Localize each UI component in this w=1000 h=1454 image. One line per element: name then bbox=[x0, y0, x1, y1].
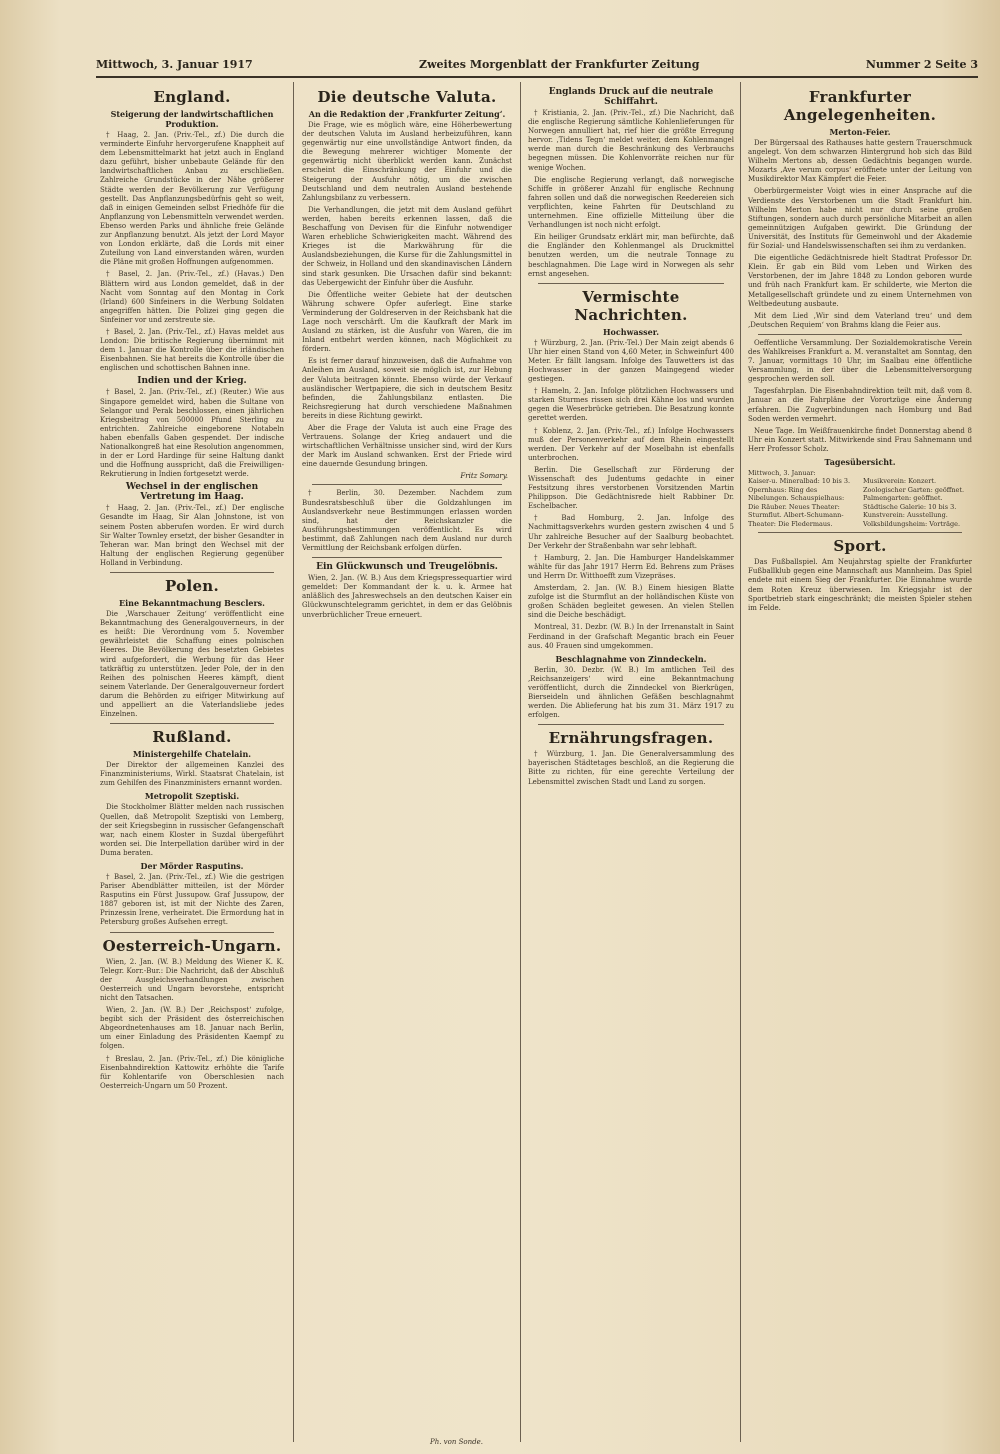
article-body: † Berlin, 30. Dezember. Nachdem zum Bundesratsbeschluß über die Goldzahlungen im Auslandsverkehr neue Bestimmungen erlassen worden sind, hat der Reichskanzler die Ausführungsbestimmungen veröffentlicht. Es wird bestimmt, daß Zahlungen nach dem Ausland nur durch Vermittlung der Reichsbank erfolgen dürfen. bbox=[302, 489, 512, 553]
article-body: † Basel, 2. Jan. (Priv.-Tel., zf.) Wie die gestrigen Pariser Abendblätter mitteilen, ist der Mörder Rasputins ein Fürst Jussupow. Graf Jussupow, der 1887 geboren ist, ist mit der Nichte des Zaren, Prinzessin Irene, verheiratet. Die Ermordung hat in Petersburg großes Aufsehen erregt. bbox=[100, 873, 284, 927]
divider bbox=[110, 572, 274, 573]
article-title: Englands Druck auf die neutrale Schiffahrt. bbox=[548, 87, 714, 107]
article-body: † Basel, 2. Jan. (Priv.-Tel., zf.) (Havas.) Den Blättern wird aus London gemeldet, daß in der Nacht vom Sonntag auf den Montag in Cork (Irland) 600 Sinfeiners in die Werbung Soldaten angegriffen hätten. Die Polizei ging gegen die Sinfeiner vor und zerstreute sie. bbox=[100, 270, 284, 324]
article-title: Eine Bekanntmachung Besclers. bbox=[119, 598, 265, 609]
column-rule bbox=[740, 82, 741, 1442]
section-heading-frankfurt: Frankfurter Angelegenheiten. bbox=[783, 88, 937, 124]
section-heading-ernaehrung: Ernährungsfragen. bbox=[548, 729, 714, 748]
article-title: Steigerung der landwirtschaftlichen Produktion. bbox=[110, 109, 274, 129]
listing-title: Tagesübersicht. bbox=[824, 457, 896, 467]
article-body: Die Öffentliche weiter Gebiete hat der deutschen Währung schwere Opfer auferlegt. Eine starke Verminderung der Goldreserven in der Reichsbank hat die Lage noch verschärft. Um die Kaufkraft der Mark im Ausland zu stärken, ist die Ausfuhr von Waren, die im Inland entbehrt werden können, nach Möglichkeit zu fördern. bbox=[302, 290, 512, 354]
article-body: Ein heiliger Grundsatz erklärt mir, man befürchte, daß die Engländer den Kohlenmangel als Druckmittel benutzen werden, um die neutrale Tonnage zu beschlagnahmen. Die Lage wird in Norwegen als sehr ernst angesehen. bbox=[528, 233, 734, 278]
article-body: Neue Tage. Im Weißfrauenkirche findet Donnerstag abend 8 Uhr ein Konzert statt. Mitwirkende sind Frau Sahnemann und Herr Professor Scholz. bbox=[748, 426, 972, 453]
header-masthead: Zweites Morgenblatt der Frankfurter Zeitung bbox=[419, 58, 700, 71]
author-signature: Fritz Somary. bbox=[460, 472, 508, 481]
article-body: Wien, 2. Jan. (W. B.) Der ‚Reichspost‘ zufolge, begibt sich der Präsident des österreichischen Abgeordnetenhauses am 18. Januar nach Berlin, um einer Einladung des Präsidenten Kaempf zu folgen. bbox=[100, 1006, 284, 1051]
article-body: Oeffentliche Versammlung. Der Sozialdemokratische Verein des Wahlkreises Frankfurt a. M. veranstaltet am Sonntag, den 7. Januar, vormittags 10 Uhr, im Saalbau eine öffentliche Versammlung, in der über die Lebensmittelversorgung gesprochen werden soll. bbox=[748, 338, 972, 384]
divider bbox=[758, 334, 962, 335]
article-title: Wechsel in der englischen Vertretung im Haag. bbox=[125, 482, 259, 503]
article-body: Wien, 2. Jan. (W. B.) Meldung des Wiener K. K. Telegr. Korr.-Bur.: Die Nachricht, daß der Abschluß der Ausgleichsverhandlungen zwischen Oesterreich und Ungarn bevorstehe, entspricht nicht den Tatsachen. bbox=[100, 957, 284, 1002]
article-title: Beschlagnahme von Zinndeckeln. bbox=[555, 653, 707, 664]
article-body: Wien, 2. Jan. (W. B.) Aus dem Kriegspressequartier wird gemeldet: Der Kommandant der k. u. k. Armee hat anläßlich des Jahreswechsels an den deutschen Kaiser ein Glückwunschtelegramm gerichtet, in dem er das Gelöbnis unverbrüchlicher Treue erneuert. bbox=[302, 574, 512, 619]
article-body: † Hamburg, 2. Jan. Die Hamburger Handelskammer wählte für das Jahr 1917 Herrn Ed. Behrens zum Präses und Herrn Dr. Witthoefft zum Vizepräses. bbox=[528, 553, 734, 580]
article-title: Ministergehilfe Chatelain. bbox=[132, 749, 252, 760]
divider bbox=[538, 283, 724, 284]
header-date: Mittwoch, 3. Januar 1917 bbox=[96, 58, 253, 71]
article-title: Der Mörder Rasputins. bbox=[140, 861, 244, 871]
column-3 bbox=[524, 82, 738, 1442]
article-body: Die englische Regierung verlangt, daß norwegische Schiffe in größerer Anzahl für englische Rechnung fahren sollen und daß die norwegischen Reedereien sich verpflichten, keine Fahrten für Deutschland zu unternehmen. Eine offizielle Mitteilung über die Verhandlungen ist noch nicht erfolgt. bbox=[528, 175, 734, 230]
header-page-number: Nummer 2 Seite 3 bbox=[865, 58, 978, 71]
article-title: Indien und der Krieg. bbox=[137, 376, 247, 387]
article-body: Berlin, 30. Dezbr. (W. B.) Im amtlichen Teil des ‚Reichsanzeigers‘ wird eine Bekanntmachung veröffentlicht, durch die Zinndeckel von Bierkrügen, Bierseideln und ähnlichen Gefäßen beschlagnahmt werden. Die Ablieferung hat bis zum 31. März 1917 zu erfolgen. bbox=[528, 665, 734, 720]
divider bbox=[110, 723, 274, 724]
article-subtitle: An die Redaktion der ‚Frankfurter Zeitung‘. bbox=[308, 109, 506, 119]
article-body: † Haag, 2. Jan. (Priv.-Tel., zf.) Der englische Gesandte im Haag, Sir Alan Johnstone, ist von seinem Posten abberufen worden. Er wird durch Sir Walter Townley ersetzt, der bisher Gesandter in Teheran war. Man bringt den Wechsel mit der Haltung der englischen Regierung gegenüber Holland in Verbindung. bbox=[100, 504, 284, 567]
article-body: Die Verhandlungen, die jetzt mit dem Ausland geführt werden, haben bereits erkennen lassen, daß die Beschaffung von Devisen für die Einfuhr notwendiger Waren erhebliche Schwierigkeiten macht. Während des Krieges ist die Markwährung für die Auslandsbeziehungen, die Kurse für die Zahlungsmittel in der Schweiz, in Holland und den skandinavischen Ländern sind stark gesunken. Die Ursachen dafür sind bekannt: das Uebergewicht der Einfuhr über die Ausfuhr. bbox=[302, 205, 512, 287]
article-body: Die ‚Warschauer Zeitung‘ veröffentlicht eine Bekanntmachung des Generalgouverneurs, in der es heißt: Die Verordnung vom 5. November gewährleistet die Schaffung eines polnischen Heeres. Die Bevölkerung des besetzten Gebietes wird aufgefordert, die Werbung für das Heer tatkräftig zu unterstützen. Jeder Pole, der in den Reihen des polnischen Heeres kämpft, dient seinem Vaterlande. Der Generalgouverneur fordert darum die Behörden zu eifriger Mitwirkung auf und appelliert an die Vaterlandsliebe jedes Einzelnen. bbox=[100, 610, 284, 719]
article-body: Berlin. Die Gesellschaft zur Förderung der Wissenschaft des Judentums gedachte in einer Festsitzung ihres verstorbenen Vorsitzenden Martin Philippson. Die Gedächtnisrede hielt Rabbiner Dr. Eschelbacher. bbox=[528, 465, 734, 511]
section-heading-vermischte: Vermischte Nachrichten. bbox=[574, 287, 688, 324]
column-rule bbox=[520, 82, 521, 1442]
section-heading-valuta: Die deutsche Valuta. bbox=[317, 88, 497, 106]
article-body: † Hameln, 2. Jan. Infolge plötzlichen Hochwassers und starken Sturmes rissen sich drei Kähne los und wurden gegen die Weserbrücke getrieben. Die Besatzung konnte gerettet werden. bbox=[528, 387, 734, 423]
article-title: Ein Glückwunsch und Treugelöbnis. bbox=[316, 562, 498, 573]
article-body: Es ist ferner darauf hinzuweisen, daß die Aufnahme von Anleihen im Ausland, soweit sie möglich ist, zur Hebung der Valuta beitragen könnte. Ebenso würde der Verkauf ausländischer Wertpapiere, die sich in deutschem Besitz befinden, die Zahlungsbilanz entlasten. Die Reichsregierung hat durch verschiedene Maßnahmen bereits in diese Richtung gewirkt. bbox=[302, 357, 512, 420]
listing-left: Kaiser-u. Mineralbad: 10 bis 3. Opernhaus: Ring des Nibelungen. Schauspielhaus: Die Räuber. Neues Theater: Sturmflut. Albert-Schumann-Theater: Die Fledermaus. bbox=[748, 477, 851, 528]
article-body: Die Stockholmer Blätter melden nach russischen Quellen, daß Metropolit Szeptiski von Lemberg, der seit Kriegsbeginn in russischer Gefangenschaft war, nach einem Kloster in Suzdal übergeführt worden sei. Die Interpellation darüber wird in der Duma beraten. bbox=[100, 803, 284, 857]
section-heading-sport: Sport. bbox=[833, 537, 887, 556]
article-body: Die Frage, wie es möglich wäre, eine Höherbewertung der deutschen Valuta im Ausland herbeizuführen, kann gegenwärtig nur eine unvollständige Antwort finden, da die Bewegung mehrerer wichtiger Momente der gegenwärtig nicht überblickt werden kann. Zunächst erscheint die Einschränkung der Einfuhr und die Steigerung der Ausfuhr nötig, um die zwischen Deutschland und dem neutralen Ausland bestehende Zahlungsbilanz zu verbessern. bbox=[302, 121, 512, 202]
divider bbox=[312, 484, 502, 485]
footer-signature: Ph. von Sonde. bbox=[430, 1438, 483, 1446]
article-body: † Würzburg, 2. Jan. (Priv.-Tel.) Der Main zeigt abends 6 Uhr hier einen Stand von 4,60 Meter, in Schweinfurt 400 Meter. Er fällt langsam. Infolge des Tauwetters ist das Hochwasser in der ganzen Maingegend wieder gestiegen. bbox=[528, 338, 734, 384]
column-2 bbox=[298, 82, 516, 1442]
listing-date: Mittwoch, 3. Januar: bbox=[748, 469, 816, 477]
article-title: Metropolit Szeptiski. bbox=[144, 791, 240, 802]
article-body: Der Direktor der allgemeinen Kanzlei des Finanzministeriums, Wirkl. Staatsrat Chatelain, ist zum Gehilfen des Finanzministers ernannt worden. bbox=[100, 761, 284, 788]
section-heading-polen: Polen. bbox=[164, 577, 220, 596]
section-heading-russland: Rußland. bbox=[152, 728, 232, 747]
section-heading-oesterreich: Oesterreich-Ungarn. bbox=[102, 936, 282, 955]
article-body: † Würzburg, 1. Jan. Die Generalversammlung des bayerischen Städtetages beschloß, an die Regierung die Bitte zu richten, für eine gerechte Verteilung der Lebensmittel zwischen Stadt und Land zu sorgen. bbox=[528, 750, 734, 786]
article-body: † Breslau, 2. Jan. (Priv.-Tel., zf.) Die königliche Eisenbahndirektion Kattowitz erhöhte die Tarife für Kohlentarife von Oberschlesien nach Oesterreich-Ungarn um 50 Prozent. bbox=[100, 1054, 284, 1090]
column-4 bbox=[744, 82, 976, 1442]
article-body: † Basel, 2. Jan. (Priv.-Tel., zf.) (Reuter.) Wie aus Singapore gemeldet wird, haben die Sultane von Selangor und Perak beschlossen, einen jährlichen Kriegsbeitrag von 500000 Pfund Sterling zu entrichten. Zahlreiche eingeborene Notabeln haben ebenfalls Gaben gespendet. Der indische Nationalkongreß hat eine Resolution angenommen, in der er Lord Hardinge für seine Haltung dankt und die Hoffnung ausspricht, daß die Freiwilligen-Rekrutierung in Indien fortgesetzt werde. bbox=[100, 388, 284, 479]
article-body: † Haag, 2. Jan. (Priv.-Tel., zf.) Die durch die verminderte Einfuhr hervorgerufene Knappheit auf dem Lebensmittelmarkt hat jetzt auch in England dazu geführt, bisher unbebaute Gelände für den landwirtschaftlichen Anbau zu erschließen. Zahlreiche Grundstücke in der Nähe größerer Städte werden der Bevölkerung zur Verfügung gestellt. Das Anpflanzungsbedürfnis geht so weit, daß in einigen Gemeinden selbst Friedhöfe für die Anpflanzung von Lebensmitteln verwendet werden. Ebenso werden Parks und ähnliche freie Gelände zur Anpflanzung benutzt. Als jetzt der Lord Mayor von London erklärte, daß die Lords mit einer Zuteilung von Land einverstanden wären, wurden die Pläne mit großen Hoffnungen aufgenommen. bbox=[100, 131, 284, 267]
article-title: Hochwasser. bbox=[602, 326, 659, 337]
listing-right: Musikverein: Konzert. Zoologischer Garten: geöffnet. Palmengarten: geöffnet. Städtische Galerie: 10 bis 3. Kunstverein: Ausstellung. Volksbildungsheim: Vorträge. bbox=[863, 477, 965, 528]
article-title: Merton-Feier. bbox=[829, 127, 891, 137]
article-body: Montreal, 31. Dezbr. (W. B.) In der Irrenanstalt in Saint Ferdinand in der Grafschaft Megantic brach ein Feuer aus. 40 Frauen sind umgekommen. bbox=[528, 623, 734, 650]
column-1 bbox=[96, 82, 288, 1442]
divider bbox=[312, 557, 502, 558]
article-body: † Basel, 2. Jan. (Priv.-Tel., zf.) Havas meldet aus London: Die britische Regierung übernimmt mit dem 1. Januar die Kontrolle über die irländischen Eisenbahnen. Sie hat bereits die Kontrolle über die englischen und schottischen Bahnen inne. bbox=[100, 327, 284, 373]
divider bbox=[758, 532, 962, 533]
article-body: Amsterdam, 2. Jan. (W. B.) Einem hiesigen Blatte zufolge ist die Sturmflut an der holländischen Küste von großen Schäden begleitet gewesen. An vielen Stellen sind die Deiche beschädigt. bbox=[528, 584, 734, 620]
article-body: † Koblenz, 2. Jan. (Priv.-Tel., zf.) Infolge Hochwassers muß der Personenverkehr auf dem Rhein eingestellt werden. Der Verkehr auf der Moselbahn ist ebenfalls unterbrochen. bbox=[528, 426, 734, 462]
page-header bbox=[96, 58, 978, 78]
article-body: † Kristiania, 2. Jan. (Priv.-Tel., zf.) Die Nachricht, daß die englische Regierung sämtliche Kohlenlieferungen für Norwegen annulliert hat, rief hier die größte Erregung hervor. ‚Tidens Tegn‘ meldet weiter, dem Kohlenmangel werde man durch die Beschränkung des Verbrauchs begegnen müssen. Die Kohlenvorräte reichen nur für wenige Wochen. bbox=[528, 109, 734, 172]
section-heading-england: England. bbox=[153, 88, 231, 106]
article-body: Das Fußballspiel. Am Neujahrstag spielte der Frankfurter Fußballklub gegen eine Mannschaft aus Mannheim. Das Spiel endete mit einem Sieg der Frankfurter. Die Einnahme wurde dem Roten Kreuz überwiesen. Im Kriegsjahr ist der Sportbetrieb stark eingeschränkt; die meisten Spieler stehen im Felde. bbox=[748, 558, 972, 612]
article-body: Aber die Frage der Valuta ist auch eine Frage des Vertrauens. Solange der Krieg andauert und die wirtschaftlichen Verhältnisse unsicher sind, wird der Kurs der Mark im Ausland schwanken. Erst der Friede wird eine dauernde Gesundung bringen. bbox=[302, 424, 512, 469]
article-body: Mit dem Lied ‚Wir sind dem Vaterland treu‘ und dem ‚Deutschen Requiem‘ von Brahms klang die Feier aus. bbox=[748, 311, 972, 329]
article-body: † Bad Homburg, 2. Jan. Infolge des Nachmittagsverkehrs wurden gestern zwischen 4 und 5 Uhr zahlreiche Besucher auf der Saalburg beobachtet. Der Verkehr der Straßenbahn war sehr lebhaft. bbox=[528, 514, 734, 550]
article-body: Die eigentliche Gedächtnisrede hielt Stadtrat Professor Dr. Klein. Er gab ein Bild vom Leben und Wirken des Verstorbenen, der im Jahre 1848 zu London geboren wurde und früh nach Frankfurt kam. Er schilderte, wie Merton die Metallgesellschaft gründete und zu einem Unternehmen von Weltbedeutung ausbaute. bbox=[748, 254, 972, 308]
divider bbox=[110, 932, 274, 933]
article-body: Oberbürgermeister Voigt wies in einer Ansprache auf die Verdienste des Verstorbenen um die Stadt Frankfurt hin. Wilhelm Merton habe nicht nur durch seine großen Stiftungen, sondern auch durch persönliche Mitarbeit an allen gemeinnützigen Aufgaben gewirkt. Die Gründung der Universität, des Instituts für Gemeinwohl und der Akademie für Sozial- und Handelswissenschaften sei ihm zu verdanken. bbox=[748, 187, 972, 251]
divider bbox=[538, 724, 724, 725]
column-rule bbox=[293, 82, 294, 1442]
article-body: Tagesfahrplan. Die Eisenbahndirektion teilt mit, daß vom 8. Januar an die Fahrpläne der Vorortzüge eine Änderung erfahren. Die Zugverbindungen nach Homburg und Bad Soden werden vermehrt. bbox=[748, 387, 972, 423]
article-body: Der Bürgersaal des Rathauses hatte gestern Trauerschmuck angelegt. Von dem schwarzen Hintergrund hob sich das Bild Wilhelm Mertons ab, dessen Gedächtnis begangen wurde. Mozarts ‚Ave verum corpus‘ eröffnete unter der Leitung von Musikdirektor Max Kämpfert die Feier. bbox=[748, 139, 972, 184]
listing-table bbox=[748, 477, 972, 528]
